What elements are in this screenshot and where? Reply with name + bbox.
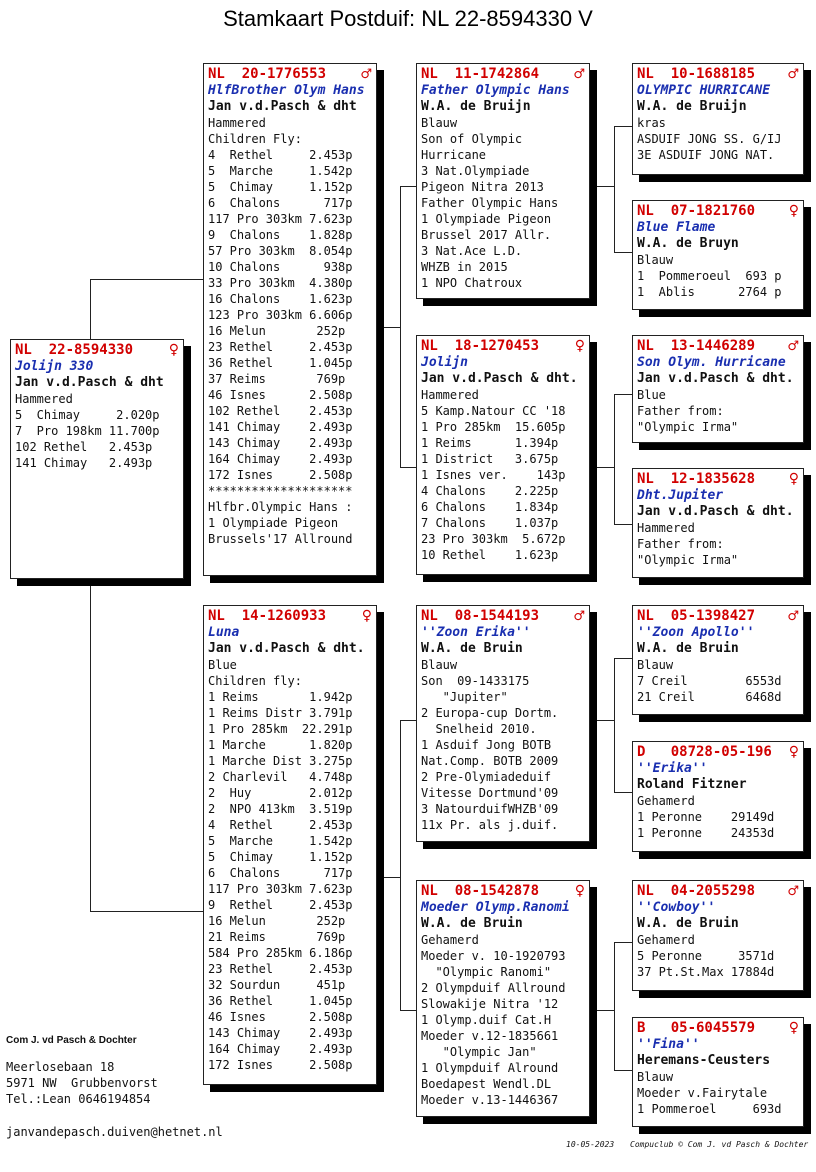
result-line: 23 Rethel 2.453p [208, 340, 353, 354]
pedigree-card-fmm[interactable] [632, 468, 804, 578]
result-line: Son 09-1433175 [421, 674, 530, 688]
result-line: 46 Isnes 2.508p [208, 388, 353, 402]
result-line: 10 Rethel 1.623p [421, 548, 559, 562]
result-line: Hammered [208, 116, 266, 130]
result-line: 584 Pro 285km 6.186p [208, 946, 353, 960]
result-line: 1 Pro 285km 22.291p [208, 722, 353, 736]
pigeon-name: ''Cowboy'' [637, 900, 716, 915]
ring-number: NL 08-1544193 [421, 608, 540, 624]
result-line: 7 Pro 198km 11.700p [15, 424, 160, 438]
owner-name: Jan v.d.Pasch & dht. [637, 504, 794, 519]
result-line: Blauw [637, 253, 674, 267]
owner-name: W.A. de Bruin [421, 641, 523, 656]
result-line: 6 Chalons 717p [208, 196, 353, 210]
result-line: 102 Rethel 2.453p [15, 440, 153, 454]
result-line: Moeder v.Fairytale [637, 1086, 768, 1100]
card-header [15, 342, 179, 359]
result-line: 5 Chimay 2.020p [15, 408, 160, 422]
female-symbol-icon: ♀ [361, 608, 372, 624]
email-address[interactable]: janvandepasch.duiven@hetnet.nl [6, 1125, 223, 1139]
owner-name: Heremans-Ceusters [637, 1053, 771, 1068]
result-line: Hammered [15, 392, 73, 406]
result-line: Snelheid 2010. [421, 722, 537, 736]
result-line: 6 Chalons 1.834p [421, 500, 559, 514]
result-line: 1 Olymp.duif Cat.H [421, 1013, 552, 1027]
pigeon-name: Luna [208, 625, 240, 640]
card-header [208, 608, 372, 625]
result-line: 102 Rethel 2.453p [208, 404, 353, 418]
ring-number: NL 13-1446289 [637, 338, 756, 354]
result-line: 1 Pro 285km 15.605p [421, 420, 566, 434]
card-header [208, 66, 372, 83]
result-line: Moeder v.13-1446367 [421, 1093, 559, 1107]
print-date: 10-05-2023 [566, 1140, 615, 1149]
pigeon-name: Blue Flame [637, 220, 716, 235]
result-line: 36 Rethel 1.045p [208, 356, 353, 370]
result-line: Hammered [637, 521, 695, 535]
female-symbol-icon: ♀ [788, 744, 799, 760]
owner-name: Jan v.d.Pasch & dht [208, 99, 357, 114]
result-line: 5 Kamp.Natour CC '18 [421, 404, 566, 418]
pigeon-name: Jolijn 330 [15, 359, 94, 374]
result-line: 4 Chalons 2.225p [421, 484, 559, 498]
result-line: "Olympic Irma" [637, 420, 739, 434]
pigeon-name: Jolijn [421, 355, 468, 370]
owner-name: W.A. de Bruyn [637, 236, 739, 251]
result-line: "Jupiter" [421, 690, 508, 704]
result-line: 117 Pro 303km 7.623p [208, 212, 353, 226]
result-line: Gehamerd [637, 933, 695, 947]
result-line: 1 Pommeroel 693d [637, 1102, 782, 1116]
result-line: Blauw [637, 658, 674, 672]
result-line: 172 Isnes 2.508p [208, 1058, 353, 1072]
result-line: 3 Nat.Olympiade [421, 164, 530, 178]
result-line: 1 Olympiade Pigeon [421, 212, 552, 226]
ring-number: NL 10-1688185 [637, 66, 756, 82]
result-line: 23 Pro 303km 5.672p [421, 532, 566, 546]
result-line: 164 Chimay 2.493p [208, 1042, 353, 1056]
pigeon-name: Moeder Olymp.Ranomi [421, 900, 570, 915]
result-line: 1 Asduif Jong BOTB [421, 738, 552, 752]
result-line: Children fly: [208, 674, 302, 688]
pigeon-name: ''Zoon Apollo'' [637, 625, 755, 640]
result-line: Vitesse Dortmund'09 [421, 786, 559, 800]
owner-name: W.A. de Bruin [637, 641, 739, 656]
owner-name: Jan v.d.Pasch & dht. [208, 641, 365, 656]
result-line: 36 Rethel 1.045p [208, 994, 353, 1008]
result-line: 117 Pro 303km 7.623p [208, 882, 353, 896]
result-line: 37 Pt.St.Max 17884d [637, 965, 775, 979]
female-symbol-icon: ♀ [788, 203, 799, 219]
owner-name: W.A. de Bruijn [637, 99, 747, 114]
card-header [421, 338, 585, 355]
result-line: 143 Chimay 2.493p [208, 1026, 353, 1040]
result-line: Brussels'17 Allround [208, 532, 353, 546]
pedigree-card-ffm[interactable] [632, 200, 804, 310]
address-city: 5971 NW Grubbenvorst [6, 1076, 158, 1090]
pigeon-name: Son Olym. Hurricane [637, 355, 786, 370]
card-header [637, 203, 799, 220]
result-line: Slowakije Nitra '12 [421, 997, 559, 1011]
owner-name: Jan v.d.Pasch & dht [15, 375, 164, 390]
result-line: 16 Chalons 1.623p [208, 292, 353, 306]
owner-name: W.A. de Bruijn [421, 99, 531, 114]
ring-number: NL 20-1776553 [208, 66, 327, 82]
result-line: 141 Chimay 2.493p [208, 420, 353, 434]
result-line: 123 Pro 303km 6.606p [208, 308, 353, 322]
result-line: 143 Chimay 2.493p [208, 436, 353, 450]
ring-number: NL 14-1260933 [208, 608, 327, 624]
result-line: Father from: [637, 537, 724, 551]
result-line: 1 Marche 1.820p [208, 738, 353, 752]
result-line: "Olympic Jan" [421, 1045, 537, 1059]
owner-name: W.A. de Bruin [637, 916, 739, 931]
owner-name: Jan v.d.Pasch & dht. [637, 371, 794, 386]
result-line: 172 Isnes 2.508p [208, 468, 353, 482]
ring-number: NL 08-1542878 [421, 883, 540, 899]
result-line: kras [637, 116, 666, 130]
result-line: Father from: [637, 404, 724, 418]
ring-number: NL 12-1835628 [637, 471, 756, 487]
company-name: Com J. vd Pasch & Dochter [6, 1035, 137, 1046]
result-line: 1 Ablis 2764 p [637, 285, 782, 299]
result-line: Children Fly: [208, 132, 302, 146]
card-header [421, 66, 585, 83]
female-symbol-icon: ♀ [574, 883, 585, 899]
result-line: 23 Rethel 2.453p [208, 962, 353, 976]
result-line: 3 NatourduifWHZB'09 [421, 802, 559, 816]
result-line: 2 Europa-cup Dortm. [421, 706, 559, 720]
result-line: 2 Olympduif Allround [421, 981, 566, 995]
result-line: Brussel 2017 Allr. [421, 228, 552, 242]
result-line: 1 Olympduif Alround [421, 1061, 559, 1075]
result-line: 1 Reims 1.942p [208, 690, 353, 704]
pedigree-card-mother-mother[interactable] [416, 880, 590, 1117]
pedigree-card-fff[interactable] [632, 63, 804, 175]
female-symbol-icon: ♀ [168, 342, 179, 358]
card-header [637, 744, 799, 761]
pigeon-name: OLYMPIC HURRICANE [637, 83, 771, 98]
male-symbol-icon: ♂ [573, 67, 585, 82]
result-line: 37 Reims 769p [208, 372, 346, 386]
pigeon-name: ''Zoon Erika'' [421, 625, 531, 640]
result-line: Blauw [421, 658, 458, 672]
pedigree-card-father-father[interactable] [416, 63, 590, 299]
pigeon-name: ''Erika'' [637, 761, 708, 776]
ring-number: D 08728-05-196 [637, 744, 772, 760]
pedigree-card-mother[interactable] [203, 605, 377, 1085]
result-line: 7 Creil 6553d [637, 674, 782, 688]
address-street: Meerlosebaan 18 [6, 1060, 115, 1074]
result-line: 32 Sourdun 451p [208, 978, 346, 992]
card-header [637, 338, 799, 355]
female-symbol-icon: ♀ [574, 338, 585, 354]
result-line: 2 Pre-Olymiadeduif [421, 770, 552, 784]
result-line: Blue [637, 388, 666, 402]
ring-number: NL 07-1821760 [637, 203, 756, 219]
result-line: 21 Reims 769p [208, 930, 346, 944]
result-line: ASDUIF JONG SS. G/IJ [637, 132, 782, 146]
male-symbol-icon: ♂ [787, 884, 799, 899]
pedigree-card-father[interactable] [203, 63, 377, 576]
result-line: 6 Chalons 717p [208, 866, 353, 880]
ring-number: NL 22-8594330 [15, 342, 134, 358]
page-title: Stamkaart Postduif: NL 22-8594330 V [223, 6, 593, 31]
result-line: 9 Chalons 1.828p [208, 228, 353, 242]
owner-name: Jan v.d.Pasch & dht. [421, 371, 578, 386]
result-line: 21 Creil 6468d [637, 690, 782, 704]
male-symbol-icon: ♂ [787, 609, 799, 624]
result-line: 164 Chimay 2.493p [208, 452, 353, 466]
male-symbol-icon: ♂ [360, 67, 372, 82]
result-line: Nat.Comp. BOTB 2009 [421, 754, 559, 768]
result-line: 141 Chimay 2.493p [15, 456, 153, 470]
ring-number: NL 04-2055298 [637, 883, 756, 899]
result-line: 5 Chimay 1.152p [208, 180, 353, 194]
pedigree-card-mff[interactable] [632, 605, 804, 715]
result-line: 5 Peronne 3571d [637, 949, 775, 963]
result-line: Pigeon Nitra 2013 [421, 180, 544, 194]
result-line: 33 Pro 303km 4.380p [208, 276, 353, 290]
result-line: Boedapest Wendl.DL [421, 1077, 552, 1091]
result-line: Hlfbr.Olympic Hans : [208, 500, 353, 514]
result-line: 1 Isnes ver. 143p [421, 468, 566, 482]
result-line: 1 Reims Distr 3.791p [208, 706, 353, 720]
result-line: 1 Marche Dist 3.275p [208, 754, 353, 768]
pigeon-name: Father Olympic Hans [421, 83, 570, 98]
result-line: "Olympic Irma" [637, 553, 739, 567]
card-header [421, 883, 585, 900]
result-line: 46 Isnes 2.508p [208, 1010, 353, 1024]
owner-name: Roland Fitzner [637, 777, 747, 792]
result-line: Father Olympic Hans [421, 196, 559, 210]
result-line: 7 Chalons 1.037p [421, 516, 559, 530]
result-line: Hurricane [421, 148, 487, 162]
pigeon-name: HlfBrother Olym Hans [208, 83, 365, 98]
pedigree-card-fmf[interactable] [632, 335, 804, 443]
result-line: Moeder v.12-1835661 [421, 1029, 559, 1043]
result-line: 16 Melun 252p [208, 324, 346, 338]
result-line: Blauw [421, 116, 458, 130]
result-line: "Olympic Ranomi" [421, 965, 552, 979]
card-header [637, 608, 799, 625]
pedigree-card-mother-father[interactable] [416, 605, 590, 842]
card-header [637, 471, 799, 488]
ring-number: B 05-6045579 [637, 1020, 756, 1036]
result-line: 2 Huy 2.012p [208, 786, 353, 800]
software-credit: Compuclub © Com J. vd Pasch & Dochter [630, 1140, 809, 1149]
result-line: 16 Melun 252p [208, 914, 346, 928]
result-line: 4 Rethel 2.453p [208, 818, 353, 832]
phone-number: Tel.:Lean 0646194854 [6, 1092, 151, 1106]
result-line: 3E ASDUIF JONG NAT. [637, 148, 775, 162]
female-symbol-icon: ♀ [788, 1020, 799, 1036]
result-line: 1 Peronne 29149d [637, 810, 775, 824]
card-header [637, 883, 799, 900]
pedigree-card-father-mother[interactable] [416, 335, 590, 575]
owner-name: W.A. de Bruin [421, 916, 523, 931]
result-line: WHZB in 2015 [421, 260, 508, 274]
pedigree-card-mmm[interactable] [632, 1017, 804, 1127]
result-line: Blue [208, 658, 237, 672]
result-line: 1 Reims 1.394p [421, 436, 559, 450]
result-line: 1 Pommeroeul 693 p [637, 269, 782, 283]
result-line: 1 NPO Chatroux [421, 276, 523, 290]
pedigree-card-subject[interactable] [10, 339, 184, 579]
result-line: Blauw [637, 1070, 674, 1084]
result-line: Moeder v. 10-1920793 [421, 949, 566, 963]
male-symbol-icon: ♂ [573, 609, 585, 624]
result-line: 4 Rethel 2.453p [208, 148, 353, 162]
male-symbol-icon: ♂ [787, 339, 799, 354]
card-header [637, 66, 799, 83]
ring-number: NL 11-1742864 [421, 66, 540, 82]
result-line: 9 Rethel 2.453p [208, 898, 353, 912]
result-line: 1 Olympiade Pigeon [208, 516, 339, 530]
ring-number: NL 05-1398427 [637, 608, 756, 624]
result-line: 2 Charlevil 4.748p [208, 770, 353, 784]
card-header [421, 608, 585, 625]
pigeon-name: ''Fina'' [637, 1037, 700, 1052]
result-line: ******************** [208, 484, 353, 498]
female-symbol-icon: ♀ [788, 471, 799, 487]
result-line: 57 Pro 303km 8.054p [208, 244, 353, 258]
ring-number: NL 18-1270453 [421, 338, 540, 354]
result-line: 5 Marche 1.542p [208, 164, 353, 178]
card-header [637, 1020, 799, 1037]
result-line: 5 Marche 1.542p [208, 834, 353, 848]
pedigree-card-mmf[interactable] [632, 880, 804, 991]
result-line: 1 District 3.675p [421, 452, 559, 466]
male-symbol-icon: ♂ [787, 67, 799, 82]
result-line: 10 Chalons 938p [208, 260, 353, 274]
result-line: Son of Olympic [421, 132, 523, 146]
result-line: Gehamerd [637, 794, 695, 808]
result-line: 2 NPO 413km 3.519p [208, 802, 353, 816]
pedigree-card-mfm[interactable] [632, 741, 804, 852]
result-line: 3 Nat.Ace L.D. [421, 244, 523, 258]
result-line: 11x Pr. als j.duif. [421, 818, 559, 832]
pigeon-name: Dht.Jupiter [637, 488, 724, 503]
result-line: 5 Chimay 1.152p [208, 850, 353, 864]
result-line: Hammered [421, 388, 479, 402]
result-line: 1 Peronne 24353d [637, 826, 775, 840]
result-line: Gehamerd [421, 933, 479, 947]
